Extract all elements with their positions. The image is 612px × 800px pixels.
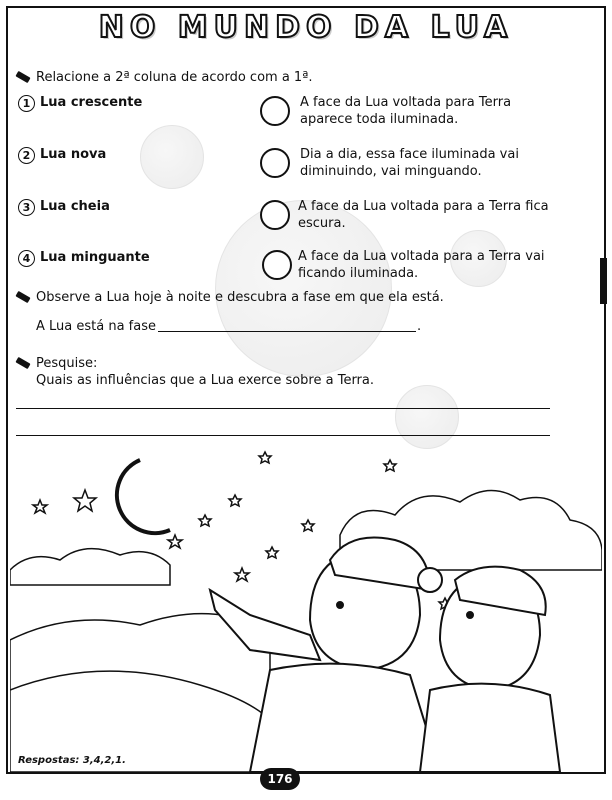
answer-circle[interactable] xyxy=(260,148,290,178)
description-2 xyxy=(300,146,519,180)
item-number: 4 xyxy=(18,250,35,267)
answer-line[interactable] xyxy=(16,435,550,436)
item-label-crescente: Lua crescente xyxy=(40,95,143,110)
page-number: 176 xyxy=(260,768,300,790)
description-line: A face da Lua voltada para a Terra vai xyxy=(298,249,545,264)
description-3 xyxy=(298,198,549,232)
description-1 xyxy=(300,94,511,128)
girl-figure xyxy=(420,567,560,772)
phase-period: . xyxy=(417,319,422,334)
research-question: Quais as influências que a Lua exerce sobre a Terra. xyxy=(36,373,374,388)
answer-circle[interactable] xyxy=(262,250,292,280)
item-label-minguante: Lua minguante xyxy=(40,250,150,265)
item-number: 2 xyxy=(18,147,35,164)
phase-answer-line[interactable] xyxy=(158,331,416,332)
description-line: ficando iluminada. xyxy=(298,266,419,281)
answer-line[interactable] xyxy=(16,408,550,409)
description-line: escura. xyxy=(298,216,346,231)
item-number: 1 xyxy=(18,95,35,112)
page-title: NO MUNDO DA LUA xyxy=(98,10,514,45)
description-line: aparece toda iluminada. xyxy=(300,112,459,127)
item-label-nova: Lua nova xyxy=(40,147,107,162)
description-line: A face da Lua voltada para a Terra fica xyxy=(298,199,549,214)
instruction-relate: Relacione a 2ª coluna de acordo com a 1ª. xyxy=(36,70,313,85)
night-sky-illustration xyxy=(10,440,602,772)
background-moon xyxy=(140,125,204,189)
cloud-shape xyxy=(10,549,170,585)
description-line: A face da Lua voltada para Terra xyxy=(300,95,512,110)
margin-mark xyxy=(600,258,607,304)
instruction-observe: Observe a Lua hoje à noite e descubra a fase em que ela está. xyxy=(36,290,444,305)
instruction-research: Pesquise: xyxy=(36,356,98,371)
answer-circle[interactable] xyxy=(260,96,290,126)
item-label-cheia: Lua cheia xyxy=(40,199,110,214)
answer-circle[interactable] xyxy=(260,200,290,230)
description-line: diminuindo, vai minguando. xyxy=(300,164,482,179)
crescent-moon-icon xyxy=(117,460,170,533)
answer-key: Respostas: 3,4,2,1. xyxy=(18,755,126,766)
item-number: 3 xyxy=(18,199,35,216)
phase-prompt: A Lua está na fase xyxy=(36,319,156,334)
description-line: Dia a dia, essa face iluminada vai xyxy=(300,147,519,162)
description-4 xyxy=(298,248,545,282)
